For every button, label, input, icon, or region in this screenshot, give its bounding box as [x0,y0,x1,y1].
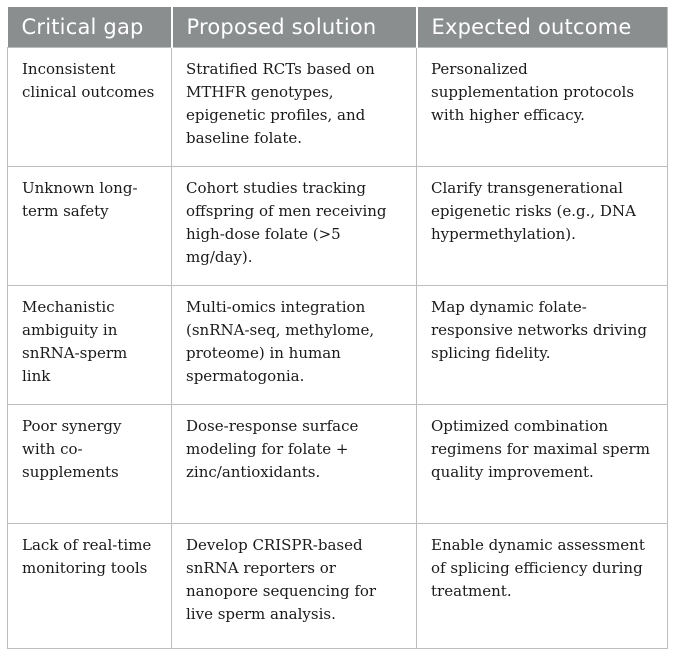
table-row [8,48,668,167]
cell-critical-gap: Inconsistent clinical outcomes [8,48,172,167]
table-header [8,7,668,48]
research-gaps-table [7,7,668,649]
cell-expected-outcome: Optimized combination regimens for maximal sperm quality improvement. [417,405,668,524]
table-row [8,405,668,524]
cell-expected-outcome: Personalized supplementation protocols with higher efficacy. [417,48,668,167]
header-row [8,7,668,48]
cell-proposed-solution: Develop CRISPR-based snRNA reporters or nanopore sequencing for live sperm analysis. [172,524,417,649]
header-critical-gap: Critical gap [8,7,172,48]
cell-proposed-solution: Stratified RCTs based on MTHFR genotypes, epigenetic profiles, and baseline folate. [172,48,417,167]
header-proposed-solution: Proposed solution [172,7,417,48]
cell-proposed-solution: Dose-response surface modeling for folate + zinc/antioxidants. [172,405,417,524]
cell-expected-outcome: Clarify transgenerational epigenetic risks (e.g., DNA hypermethylation). [417,167,668,286]
cell-critical-gap: Unknown long-term safety [8,167,172,286]
cell-expected-outcome: Enable dynamic assessment of splicing efficiency during treatment. [417,524,668,649]
table-row [8,524,668,649]
table-row [8,167,668,286]
cell-critical-gap: Poor synergy with co-supplements [8,405,172,524]
table-body [8,48,668,649]
cell-proposed-solution: Cohort studies tracking offspring of men receiving high-dose folate (>5 mg/day). [172,167,417,286]
header-expected-outcome: Expected outcome [417,7,668,48]
cell-proposed-solution: Multi-omics integration (snRNA-seq, methylome, proteome) in human spermatogonia. [172,286,417,405]
cell-critical-gap: Mechanistic ambiguity in snRNA-sperm link [8,286,172,405]
cell-critical-gap: Lack of real-time monitoring tools [8,524,172,649]
table-row [8,286,668,405]
research-gaps-table-container [7,7,667,633]
cell-expected-outcome: Map dynamic folate-responsive networks driving splicing fidelity. [417,286,668,405]
